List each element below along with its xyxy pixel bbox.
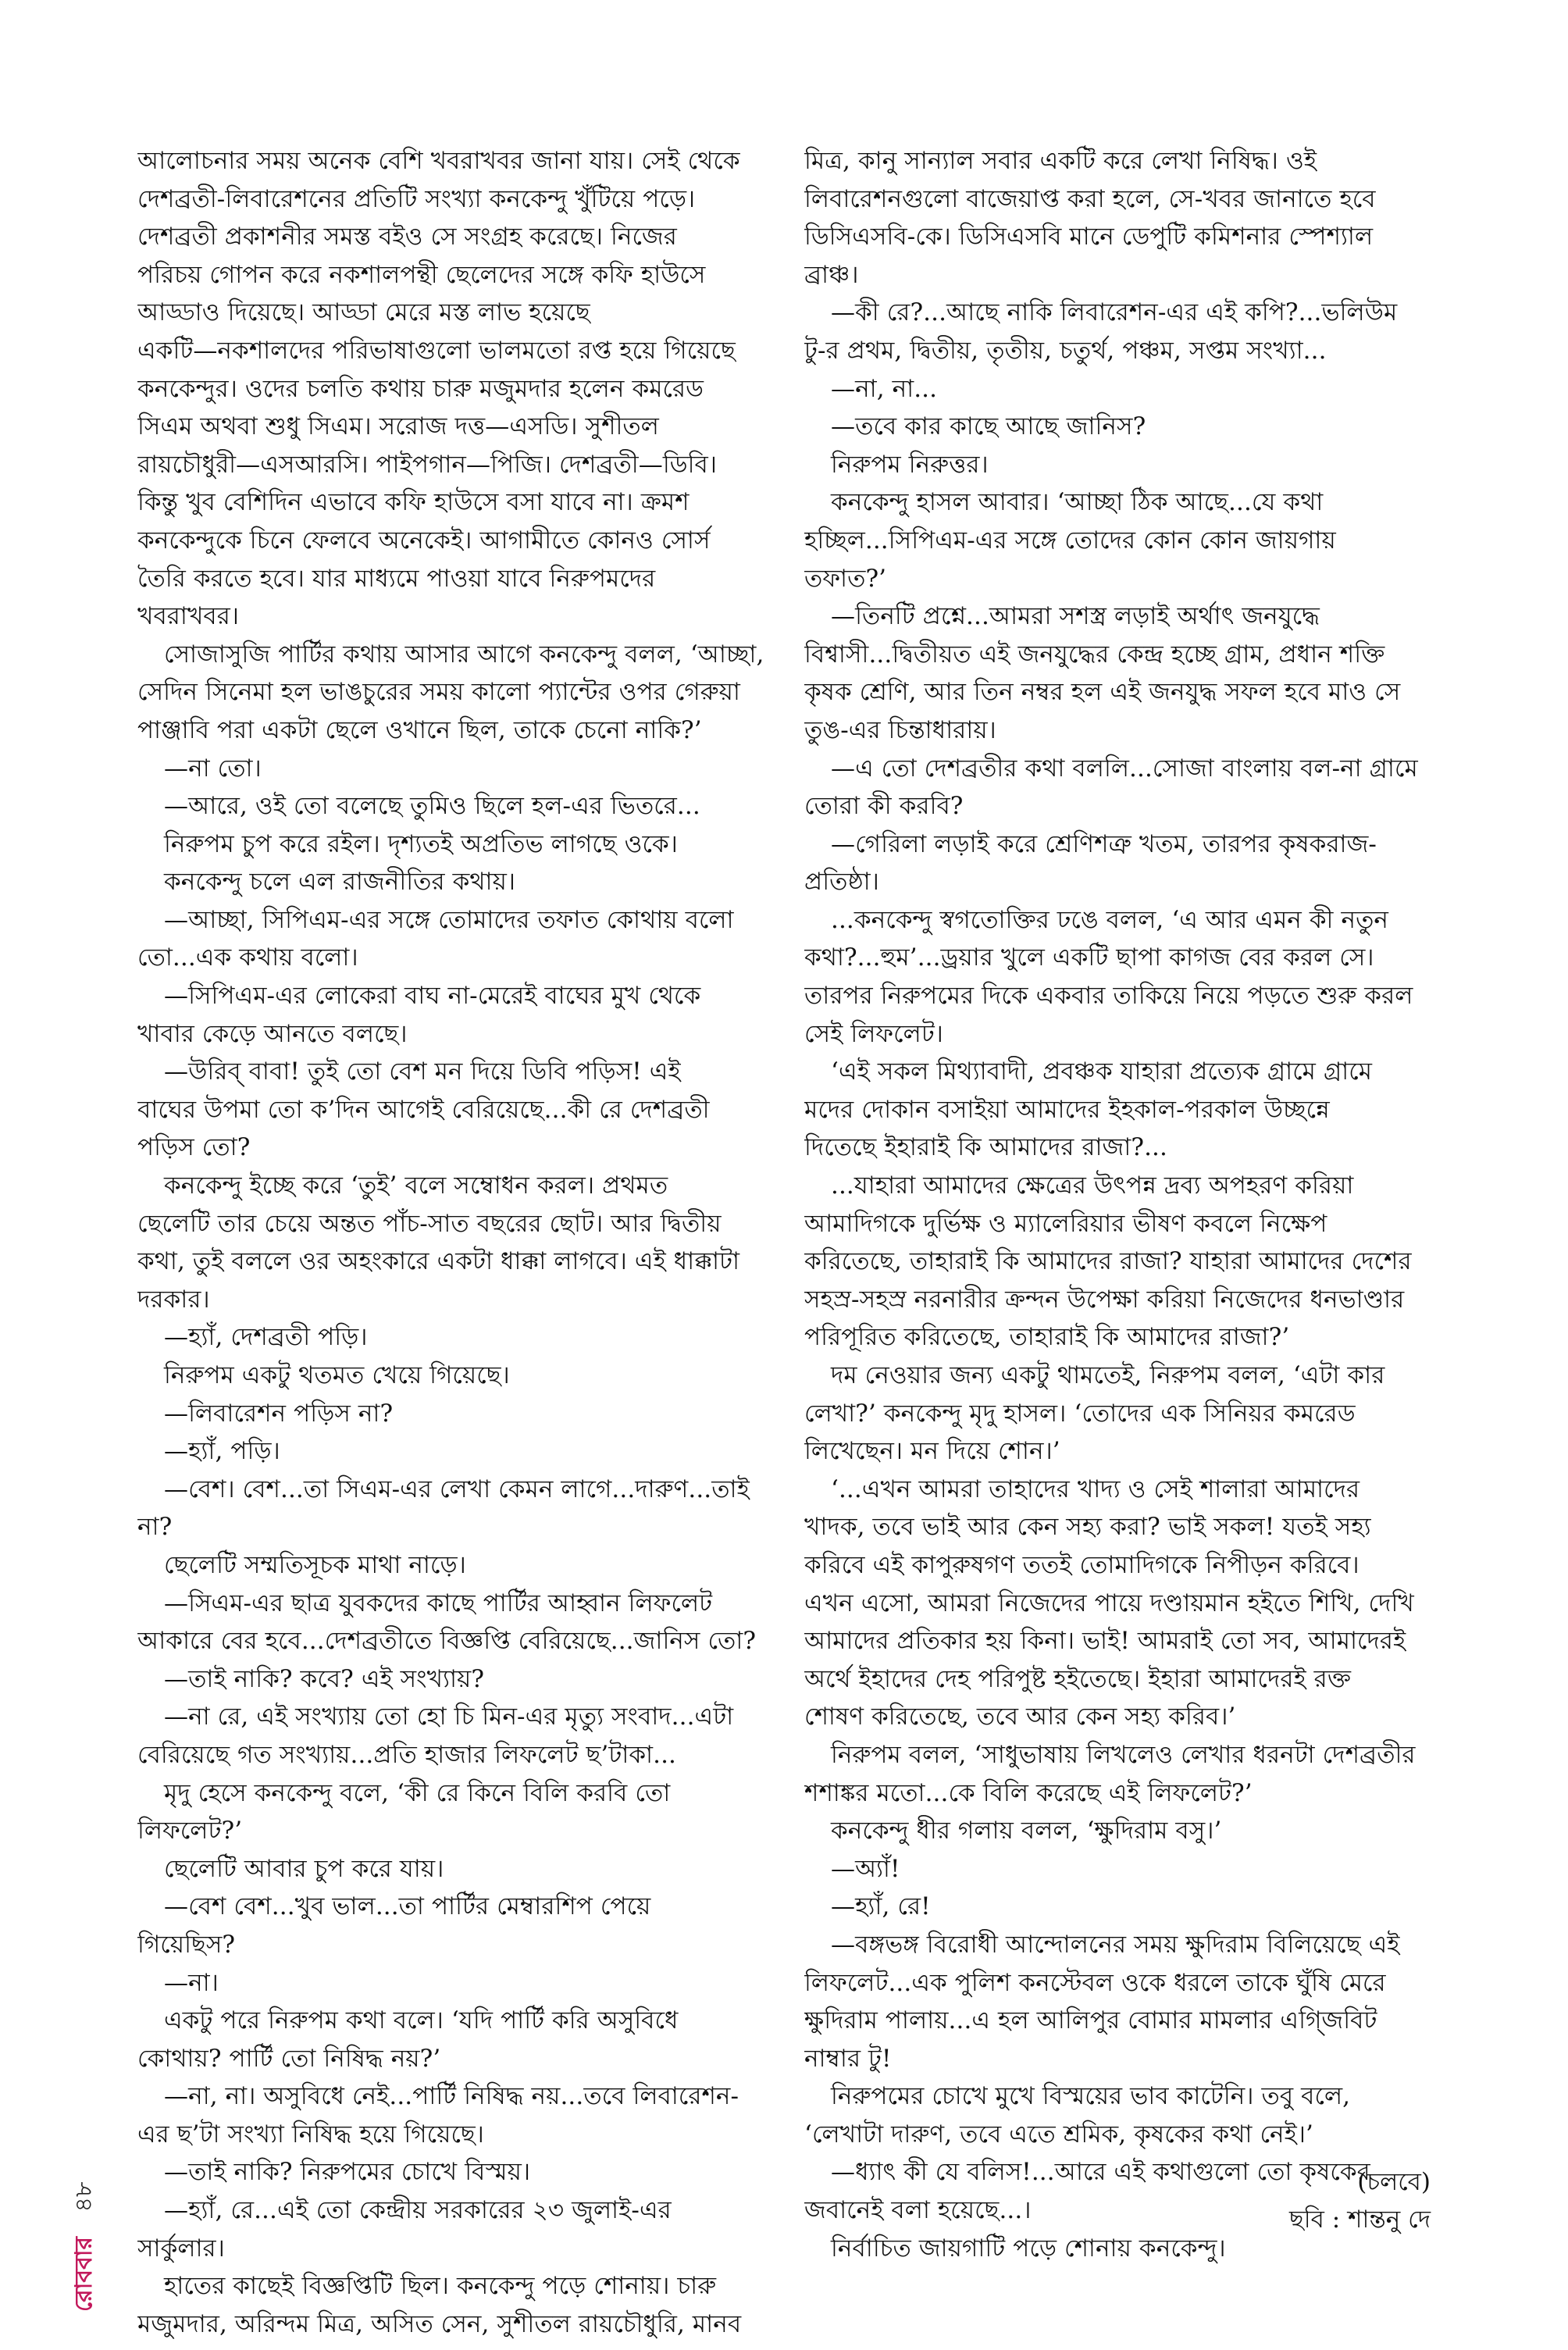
text-line: একটি—নকশালদের পরিভাষাগুলো ভালমতো রপ্ত হয়ে গিয়েছে (137, 336, 736, 365)
text-line: —না তো। (164, 754, 262, 783)
text-line: —বেশ। বেশ...তা সিএম-এর লেখা কেমন লাগে...দারুণ...তাই (164, 1475, 750, 1503)
text-line: ব্রাঞ্চ। (804, 260, 859, 289)
text-line: করিতেছে, তাহারাই কি আমাদের রাজা? যাহারা আমাদের দেশের (804, 1247, 1412, 1276)
illustration-credit: ছবি : শান্তনু দে (1289, 2206, 1431, 2234)
text-line: রায়চৌধুরী—এসআরসি। পাইপগান—পিজি। দেশব্রতী—ডিবি। (137, 450, 718, 479)
text-line: পাঞ্জাবি পরা একটা ছেলে ওখানে ছিল, তাকে চেনো নাকি?’ (137, 715, 702, 744)
text-line: সিএম অথবা শুধু সিএম। সরোজ দত্ত—এসডি। সুশীতল (137, 412, 659, 441)
text-line: লেখা?’ কনকেন্দু মৃদু হাসল। ‘তোদের এক সিনিয়র কমরেড (804, 1399, 1356, 1428)
text-line: ডিসিএসবি-কে। ডিসিএসবি মানে ডেপুটি কমিশনার স্পেশ্যাল (804, 223, 1374, 251)
text-line: —কী রে?...আছে নাকি লিবারেশন-এর এই কপি?...ভলিউম (831, 298, 1398, 327)
text-line: বিশ্বাসী...দ্বিতীয়ত এই জনযুদ্ধের কেন্দ্র হচ্ছে গ্রাম, প্রধান শক্তি (804, 640, 1385, 669)
text-line: হচ্ছিল...সিপিএম-এর সঙ্গে তোদের কোন কোন জায়গায় (804, 526, 1336, 555)
text-line: —তাই নাকি? কবে? এই সংখ্যায়? (164, 1664, 485, 1693)
page-number: ৪৮ (70, 2181, 98, 2213)
text-line: ‘লেখাটা দারুণ, তবে এতে শ্রমিক, কৃষকের কথা নেই।’ (804, 2120, 1313, 2149)
text-line: কথা, তুই বললে ওর অহংকারে একটা ধাক্কা লাগবে। এই ধাক্কাটা (137, 1247, 740, 1276)
text-line: বাঘের উপমা তো ক’দিন আগেই বেরিয়েছে...কী রে দেশব্রতী (137, 1095, 710, 1124)
text-line: একটু পরে নিরুপম কথা বলে। ‘যদি পার্টি করি অসুবিধে (164, 2006, 679, 2035)
text-line: —হ্যাঁ, দেশব্রতী পড়ি। (164, 1323, 368, 1352)
text-line: —তিনটি প্রশ্নে...আমরা সশস্ত্র লড়াই অর্থাৎ জনযুদ্ধে (831, 602, 1320, 631)
text-line: ...যাহারা আমাদের ক্ষেত্রের উৎপন্ন দ্রব্য অপহরণ করিয়া (831, 1171, 1354, 1200)
text-line: দেশব্রতী প্রকাশনীর সমস্ত বইও সে সংগ্রহ করেছে। নিজের (137, 223, 677, 251)
text-line: —আচ্ছা, সিপিএম-এর সঙ্গে তোমাদের তফাত কোথায় বলো (164, 905, 734, 934)
text-line: —হ্যাঁ, রে...এই তো কেন্দ্রীয় সরকারের ২৩ জুলাই-এর (164, 2196, 672, 2225)
text-line: প্রতিষ্ঠা। (804, 868, 879, 897)
text-line: —সিপিএম-এর লোকেরা বাঘ না-মেরেই বাঘের মুখ থেকে (164, 982, 701, 1011)
text-line: তারপর নিরুপমের দিকে একবার তাকিয়ে নিয়ে পড়তে শুরু করল (804, 982, 1413, 1011)
text-line: ছেলেটি সম্মতিসূচক মাথা নাড়ে। (164, 1550, 466, 1579)
text-line: আলোচনার সময় অনেক বেশি খবরাখবর জানা যায়। সেই থেকে (137, 147, 740, 175)
text-line: —সিএম-এর ছাত্র যুবকদের কাছে পার্টির আহ্বান লিফলেট (164, 1589, 713, 1617)
text-line: তুঙ-এর চিন্তাধারায়। (804, 715, 996, 744)
text-line: মজুমদার, অরিন্দম মিত্র, অসিত সেন, সুশীতল রায়চৌধুরি, মানব (137, 2309, 742, 2338)
text-line: দেশব্রতী-লিবারেশনের প্রতিটি সংখ্যা কনকেন্দু খুঁটিয়ে পড়ে। (137, 184, 696, 213)
text-line: তফাত?’ (804, 564, 887, 593)
text-line: তৈরি করতে হবে। যার মাধ্যমে পাওয়া যাবে নিরুপমদের (137, 564, 656, 593)
text-line: নিরুপম নিরুত্তর। (831, 450, 989, 479)
text-line: টু-র প্রথম, দ্বিতীয়, তৃতীয়, চতুর্থ, পঞ্চম, সপ্তম সংখ্যা... (804, 336, 1327, 365)
text-line: ছেলেটি আবার চুপ করে যায়। (164, 1854, 444, 1883)
text-line: না? (137, 1513, 173, 1542)
text-line: গিয়েছিস? (137, 1930, 236, 1959)
text-line: —হ্যাঁ, পড়ি। (164, 1437, 280, 1466)
text-line: —অ্যাঁ! (831, 1854, 900, 1883)
text-line: আড্ডাও দিয়েছে। আড্ডা মেরে মস্ত লাভ হয়েছে (137, 298, 590, 327)
text-line: বেরিয়েছে গত সংখ্যায়...প্রতি হাজার লিফলেট ছ’টাকা... (137, 1740, 676, 1769)
text-line: আকারে বের হবে...দেশব্রতীতে বিজ্ঞপ্তি বেরিয়েছে...জানিস তো? (137, 1627, 757, 1656)
continued-marker: (চলবে) (1357, 2168, 1431, 2196)
text-line: লিফলেট?’ (137, 1817, 243, 1845)
text-line: লিবারেশনগুলো বাজেয়াপ্ত করা হলে, সে-খবর জানাতে হবে (804, 184, 1376, 213)
text-line: লিখেছেন। মন দিয়ে শোন।’ (804, 1437, 1060, 1466)
text-line: —লিবারেশন পড়িস না? (164, 1399, 394, 1428)
text-line: কনকেন্দুর। ওদের চলতি কথায় চারু মজুমদার হলেন কমরেড (137, 374, 704, 403)
text-line: কনকেন্দু হাসল আবার। ‘আচ্ছা ঠিক আছে...যে কথা (831, 488, 1324, 517)
text-line: সেই লিফলেট। (804, 1019, 943, 1048)
text-line: দম নেওয়ার জন্য একটু থামতেই, নিরুপম বলল, ‘এটা কার (831, 1361, 1385, 1389)
text-line: দিতেছে ইহারাই কি আমাদের রাজা?... (804, 1133, 1167, 1162)
text-line: —হ্যাঁ, রে! (831, 1892, 931, 1921)
text-line: কনকেন্দুকে চিনে ফেলবে অনেকেই। আগামীতে কোনও সোর্স (137, 526, 711, 555)
text-line: —উরিব্ বাবা! তুই তো বেশ মন দিয়ে ডিবি পড়িস! এই (164, 1057, 681, 1086)
text-line: এর ছ’টা সংখ্যা নিষিদ্ধ হয়ে গিয়েছে। (137, 2120, 484, 2149)
text-line: —তবে কার কাছে আছে জানিস? (831, 412, 1146, 441)
text-line: অর্থে ইহাদের দেহ পরিপুষ্ট হইতেছে। ইহারা আমাদেরই রক্ত (804, 1664, 1352, 1693)
text-line: —ধ্যাৎ কী যে বলিস!...আরে এই কথাগুলো তো কৃষকের (831, 2158, 1370, 2187)
text-line: নাম্বার টু! (804, 2044, 892, 2073)
text-line: আমাদের প্রতিকার হয় কিনা। ভাই! আমরাই তো সব, আমাদেরই (804, 1627, 1406, 1656)
text-line: ক্ষুদিরাম পালায়...এ হল আলিপুর বোমার মামলার এগ্জিবিট (804, 2006, 1377, 2035)
text-line: লিফলেট...এক পুলিশ কনস্টেবল ওকে ধরলে তাকে ঘুঁষি মেরে (804, 1968, 1386, 1997)
text-line: খবরাখবর। (137, 602, 240, 631)
text-line: দরকার। (137, 1285, 210, 1314)
margin-label (69, 2182, 100, 2312)
text-line: করিবে এই কাপুরুষগণ ততই তোমাদিগকে নিপীড়ন করিবে। (804, 1550, 1360, 1579)
text-line: নির্বাচিত জায়গাটি পড়ে শোনায় কনকেন্দু। (831, 2234, 1226, 2263)
text-line: সার্কুলার। (137, 2234, 225, 2263)
magazine-name: রোববার (70, 2237, 98, 2312)
text-line: নিরুপমের চোখে মুখে বিস্ময়ের ভাব কাটেনি। তবু বলে, (831, 2082, 1351, 2111)
text-line: —না রে, এই সংখ্যায় তো হো চি মিন-এর মৃত্যু সংবাদ...এটা (164, 1703, 734, 1731)
text-line: খাদক, তবে ভাই আর কেন সহ্য করা? ভাই সকল! যতই সহ্য (804, 1513, 1371, 1542)
text-line: মিত্র, কানু সান্যাল সবার একটি করে লেখা নিষিদ্ধ। ওই (804, 147, 1317, 175)
text-line: ছেলেটি তার চেয়ে অন্তত পাঁচ-সাত বছরের ছোট। আর দ্বিতীয় (137, 1209, 722, 1238)
text-line: —বেশ বেশ...খুব ভাল...তা পার্টির মেম্বারশিপ পেয়ে (164, 1892, 651, 1921)
text-line: নিরুপম একটু থতমত খেয়ে গিয়েছে। (164, 1361, 510, 1389)
text-line: মদের দোকান বসাইয়া আমাদের ইহকাল-পরকাল উচ্ছন্নে (804, 1095, 1330, 1124)
text-line: —না, না। অসুবিধে নেই...পার্টি নিষিদ্ধ নয়...তবে লিবারেশন- (164, 2082, 739, 2111)
text-line: সেদিন সিনেমা হল ভাঙচুরের সময় কালো প্যান্টের ওপর গেরুয়া (137, 678, 740, 707)
text-line: হাতের কাছেই বিজ্ঞপ্তিটি ছিল। কনকেন্দু পড়ে শোনায়। চারু (164, 2272, 717, 2301)
text-line: তোরা কী করবি? (804, 792, 964, 821)
text-line: আমাদিগকে দুর্ভিক্ষ ও ম্যালেরিয়ার ভীষণ কবলে নিক্ষেপ (804, 1209, 1327, 1238)
text-line: পরিপূরিত করিতেছে, তাহারাই কি আমাদের রাজা?’ (804, 1323, 1290, 1352)
text-line: —না, না... (831, 374, 938, 403)
left-text-column (137, 142, 765, 2343)
text-line: জবানেই বলা হয়েছে...। (804, 2196, 1032, 2225)
text-line: শশাঙ্কর মতো...কে বিলি করেছে এই লিফলেট?’ (804, 1778, 1253, 1807)
text-line: —এ তো দেশব্রতীর কথা বললি...সোজা বাংলায় বল-না গ্রামে (831, 754, 1418, 783)
text-line: সোজাসুজি পার্টির কথায় আসার আগে কনকেন্দু বলল, ‘আচ্ছা, (164, 640, 764, 669)
text-line: কৃষক শ্রেণি, আর তিন নম্বর হল এই জনযুদ্ধ সফল হবে মাও সে (804, 678, 1401, 707)
text-line: কনকেন্দু ধীর গলায় বলল, ‘ক্ষুদিরাম বসু।’ (831, 1817, 1222, 1845)
text-line: কনকেন্দু চলে এল রাজনীতির কথায়। (164, 868, 516, 897)
text-line: কিন্তু খুব বেশিদিন এভাবে কফি হাউসে বসা যাবে না। ক্রমশ (137, 488, 690, 517)
text-line: —তাই নাকি? নিরুপমের চোখে বিস্ময়। (164, 2158, 531, 2187)
text-line: এখন এসো, আমরা নিজেদের পায়ে দণ্ডায়মান হইতে শিখি, দেখি (804, 1589, 1414, 1617)
text-line: —আরে, ওই তো বলেছে তুমিও ছিলে হল-এর ভিতরে... (164, 792, 700, 821)
right-text-column (804, 142, 1437, 2267)
text-line: নিরুপম চুপ করে রইল। দৃশ্যতই অপ্রতিভ লাগছে ওকে। (164, 829, 678, 858)
text-line: খাবার কেড়ে আনতে বলছে। (137, 1019, 408, 1048)
text-line: কথা?...হুম’...ড্রয়ার খুলে একটি ছাপা কাগজ বের করল সে। (804, 943, 1374, 972)
text-line: ‘...এখন আমরা তাহাদের খাদ্য ও সেই শালারা আমাদের (831, 1475, 1360, 1503)
text-line: —না। (164, 1968, 219, 1997)
text-line: ...কনকেন্দু স্বগতোক্তির ঢঙে বলল, ‘এ আর এমন কী নতুন (831, 905, 1389, 934)
text-line: —বঙ্গভঙ্গ বিরোধী আন্দোলনের সময় ক্ষুদিরাম বিলিয়েছে এই (831, 1930, 1400, 1959)
text-line: তো...এক কথায় বলো। (137, 943, 358, 972)
text-line: কনকেন্দু ইচ্ছে করে ‘তুই’ বলে সম্বোধন করল। প্রথমত (164, 1171, 668, 1200)
text-line: —গেরিলা লড়াই করে শ্রেণিশত্রু খতম, তারপর কৃষকরাজ- (831, 829, 1377, 858)
text-line: কোথায়? পার্টি তো নিষিদ্ধ নয়?’ (137, 2044, 441, 2073)
text-line: সহস্র-সহস্র নরনারীর ক্রন্দন উপেক্ষা করিয়া নিজেদের ধনভাণ্ডার (804, 1285, 1405, 1314)
text-line: মৃদু হেসে কনকেন্দু বলে, ‘কী রে কিনে বিলি করবি তো (164, 1778, 671, 1807)
text-line: শোষণ করিতেছে, তবে আর কেন সহ্য করিব।’ (804, 1703, 1236, 1731)
text-line: নিরুপম বলল, ‘সাধুভাষায় লিখলেও লেখার ধরনটা দেশব্রতীর (831, 1740, 1416, 1769)
text-line: ‘এই সকল মিথ্যাবাদী, প্রবঞ্চক যাহারা প্রত্যেক গ্রামে গ্রামে (831, 1057, 1373, 1086)
text-line: পরিচয় গোপন করে নকশালপন্থী ছেলেদের সঙ্গে কফি হাউসে (137, 260, 706, 289)
text-line: পড়িস তো? (137, 1133, 251, 1162)
